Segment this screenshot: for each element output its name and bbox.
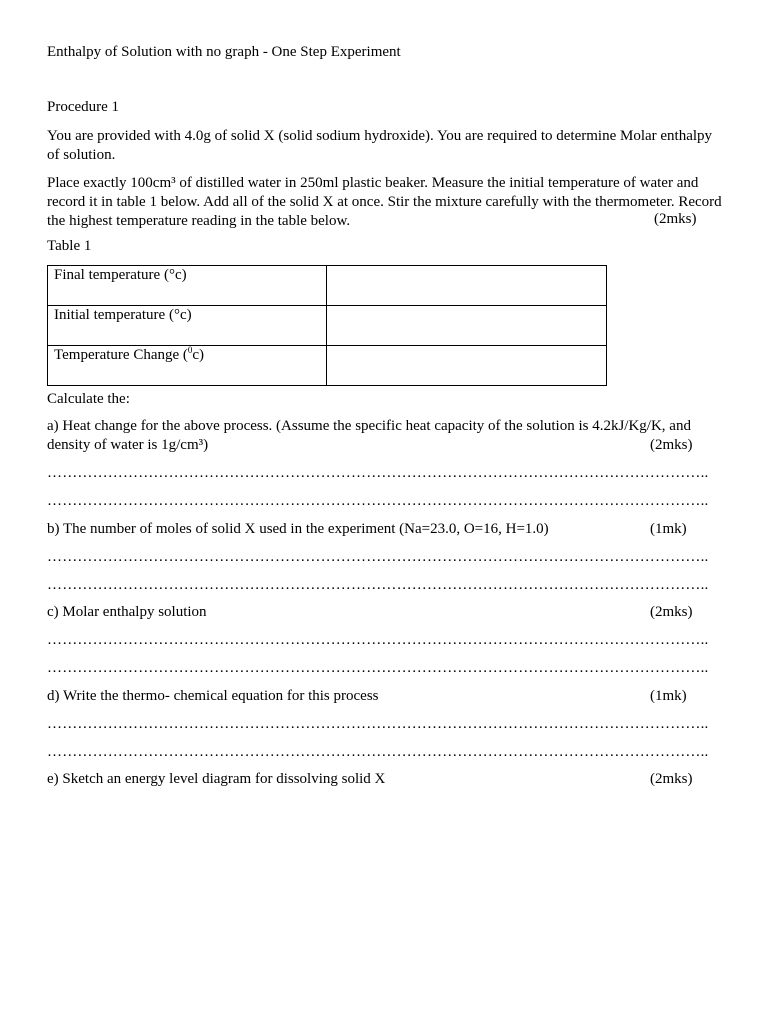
answer-line[interactable]: ………………………………………………………………………………………………………………….. (47, 549, 709, 565)
table-value-cell[interactable] (327, 306, 607, 346)
answer-line[interactable]: ………………………………………………………………………………………………………………….. (47, 577, 709, 593)
table-row (48, 306, 607, 346)
intro-paragraph: You are provided with 4.0g of solid X (solid sodium hydroxide). You are required to determine Molar enthalpy of solution. (47, 128, 713, 163)
question-d-marks: (1mk) (650, 688, 687, 704)
question-d-text: d) Write the thermo- chemical equation for this process (47, 688, 379, 704)
answer-line[interactable]: ………………………………………………………………………………………………………………….. (47, 716, 709, 732)
instructions-paragraph: Place exactly 100cm³ of distilled water in 250ml plastic beaker. Measure the initial temperature of water and record it in table 1 below. Add all of the solid X at once. Stir the mixture carefully with the thermometer. Record the highest temperature reading in the table below. (47, 175, 722, 229)
table-value-cell[interactable] (327, 346, 607, 386)
calculate-heading: Calculate the: (47, 391, 130, 407)
question-c-text: c) Molar enthalpy solution (47, 604, 207, 620)
question-e-text: e) Sketch an energy level diagram for dissolving solid X (47, 771, 386, 787)
label-prefix: Temperature Change ( (54, 347, 188, 363)
table-label-cell: Initial temperature (°c) (48, 306, 327, 346)
answer-line[interactable]: ………………………………………………………………………………………………………………….. (47, 632, 709, 648)
table-label-cell: Final temperature (°c) (48, 266, 327, 306)
question-b-text: b) The number of moles of solid X used in the experiment (Na=23.0, O=16, H=1.0) (47, 521, 549, 537)
question-a-text: a) Heat change for the above process. (Assume the specific heat capacity of the solution is 4.2kJ/Kg/K, and density of water is 1g/cm³) (47, 418, 691, 453)
question-c-marks: (2mks) (650, 604, 693, 620)
answer-line[interactable]: ………………………………………………………………………………………………………………….. (47, 465, 709, 481)
answer-line[interactable]: ………………………………………………………………………………………………………………….. (47, 744, 709, 760)
table-value-cell[interactable] (327, 266, 607, 306)
document-title: Enthalpy of Solution with no graph - One Step Experiment (47, 44, 401, 60)
answer-line[interactable]: ………………………………………………………………………………………………………………….. (47, 493, 709, 509)
sketch-area[interactable] (47, 798, 723, 998)
question-a-marks: (2mks) (650, 437, 693, 453)
procedure-heading: Procedure 1 (47, 99, 120, 115)
results-table (47, 265, 607, 386)
table-caption: Table 1 (47, 238, 92, 254)
answer-line[interactable]: ………………………………………………………………………………………………………………….. (47, 660, 709, 676)
degree-superscript: 0 (187, 345, 193, 355)
instructions-marks: (2mks) (654, 211, 697, 227)
table-row (48, 266, 607, 306)
table-label-cell (48, 346, 327, 386)
question-b-marks: (1mk) (650, 521, 687, 537)
table-row (48, 346, 607, 386)
question-e-marks: (2mks) (650, 771, 693, 787)
label-suffix: c) (192, 347, 205, 363)
